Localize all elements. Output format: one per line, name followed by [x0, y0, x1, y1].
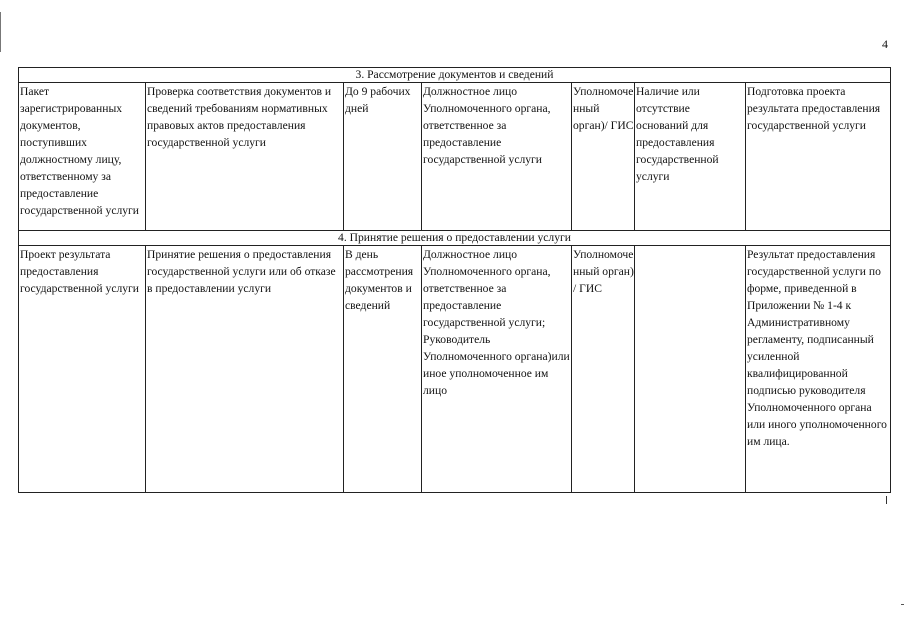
table-row: [19, 246, 891, 493]
place-cell: Уполномоченный орган)/ ГИС: [572, 83, 635, 231]
term-cell: В день рассмотрения документов и сведений: [344, 246, 422, 493]
section-title: 3. Рассмотрение документов и сведений: [19, 68, 891, 83]
criteria-cell: Наличие или отсутствие оснований для предоставления государственной услуги: [635, 83, 746, 231]
section-header-row: [19, 231, 891, 246]
basis-cell: Пакет зарегистрированных документов, поступивших должностному лицу, ответственному за предоставление государственной услуги: [19, 83, 146, 231]
scan-border-mark: [886, 496, 887, 504]
page-number: 4: [882, 37, 888, 51]
place-cell: Уполномоченный орган) / ГИС: [572, 246, 635, 493]
responsible-cell: Должностное лицо Уполномоченного органа, ответственное за предоставление государственной услуги: [422, 83, 572, 231]
scan-edge-mark: [0, 12, 1, 52]
criteria-cell: [635, 246, 746, 493]
result-cell: Подготовка проекта результата предоставления государственной услуги: [746, 83, 891, 231]
responsible-cell: Должностное лицо Уполномоченного органа, ответственное за предоставление государственной услуги; Руководитель Уполномоченного органа)или иное уполномоченное им лицо: [422, 246, 572, 493]
section-title: 4. Принятие решения о предоставлении услуги: [19, 231, 891, 246]
result-cell: Результат предоставления государственной услуги по форме, приведенной в Приложении № 1-4 к Административному регламенту, подписанный усиленной квалифицированной подписью руководителя Уполномоченного органа или иного уполномоченного им лица.: [746, 246, 891, 493]
action-cell: Проверка соответствия документов и сведений требованиям нормативных правовых актов предоставления государственной услуги: [146, 83, 344, 231]
table-row: [19, 83, 891, 231]
action-cell: Принятие решения о предоставления государственной услуги или об отказе в предоставлении услуги: [146, 246, 344, 493]
basis-cell: Проект результата предоставления государственной услуги: [19, 246, 146, 493]
section-header-row: [19, 68, 891, 83]
scan-corner-mark: [901, 604, 904, 605]
procedure-table: [18, 67, 891, 493]
term-cell: До 9 рабочих дней: [344, 83, 422, 231]
